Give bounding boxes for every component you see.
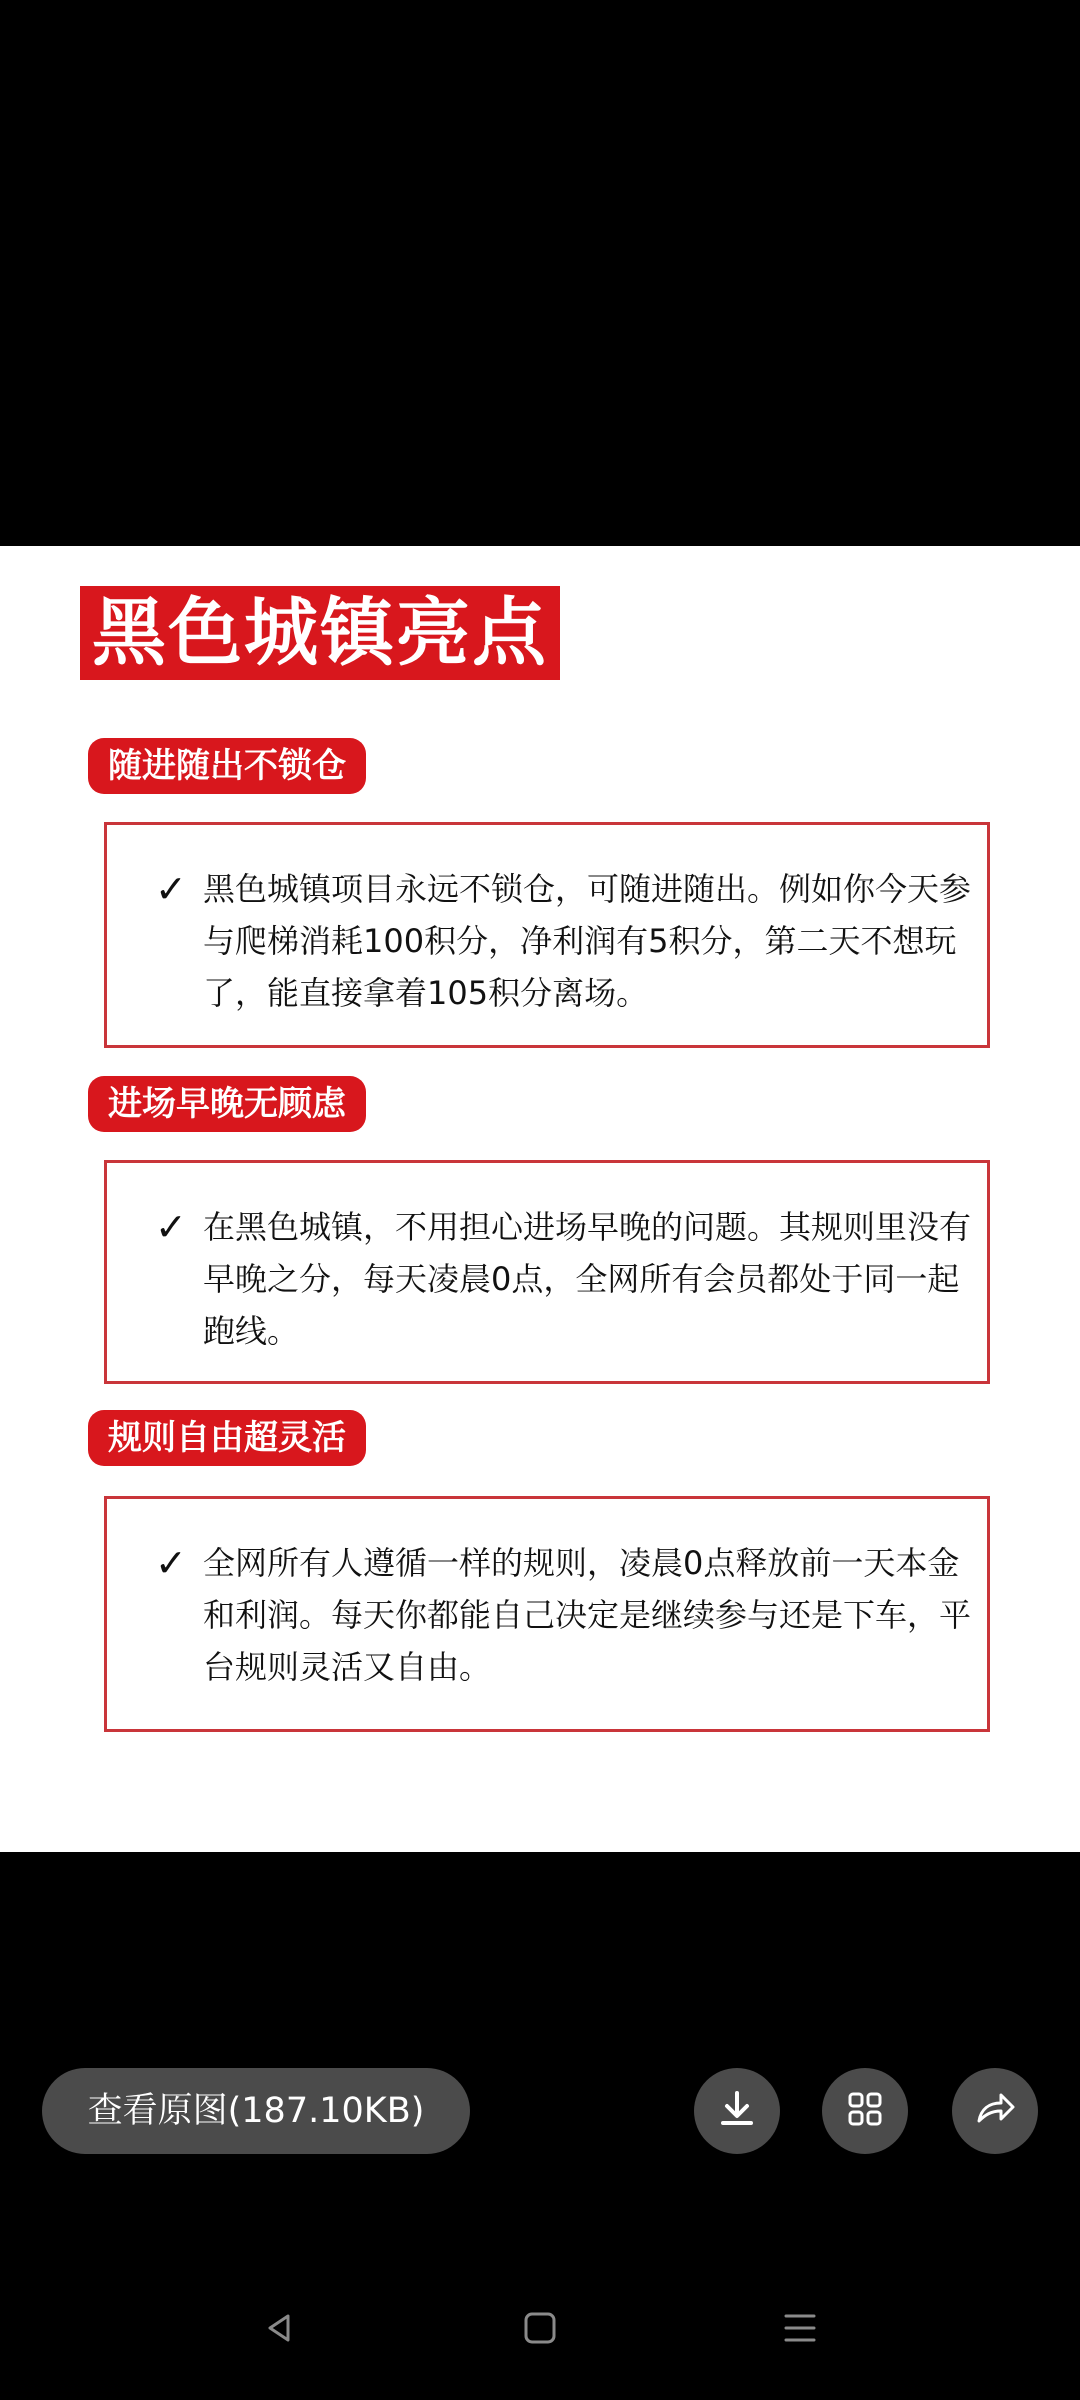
image-viewer-controls — [0, 2060, 1080, 2160]
image-content — [0, 546, 1080, 1852]
section-box-2 — [104, 1160, 990, 1384]
main-title: 黑色城镇亮点 — [80, 586, 560, 680]
share-icon — [971, 2085, 1019, 2137]
section-text-1: 黑色城镇项目永远不锁仓，可随进随出。例如你今天参与爬梯消耗100积分，净利润有5积分，第二天不想玩了，能直接拿着105积分离场。 — [203, 870, 972, 1012]
menu-button[interactable] — [778, 2308, 822, 2352]
share-button[interactable] — [952, 2068, 1038, 2154]
home-button[interactable] — [518, 2308, 562, 2352]
home-icon — [520, 2308, 560, 2352]
menu-icon — [780, 2308, 820, 2352]
grid-button[interactable] — [822, 2068, 908, 2154]
section-box-3 — [104, 1496, 990, 1732]
check-icon: ✓ — [155, 867, 187, 911]
section-text-2: 在黑色城镇，不用担心进场早晚的问题。其规则里没有早晚之分，每天凌晨0点，全网所有会员都处于同一起跑线。 — [203, 1208, 972, 1350]
section-heading-1: 随进随出不锁仓 — [88, 738, 366, 794]
back-icon — [260, 2308, 300, 2352]
system-navigation-bar — [0, 2284, 1080, 2384]
back-button[interactable] — [258, 2308, 302, 2352]
view-original-button[interactable]: 查看原图(187.10KB) — [42, 2068, 470, 2154]
section-box-1 — [104, 822, 990, 1048]
grid-icon — [841, 2085, 889, 2137]
download-icon — [713, 2085, 761, 2137]
download-button[interactable] — [694, 2068, 780, 2154]
section-heading-2: 进场早晚无顾虑 — [88, 1076, 366, 1132]
check-icon: ✓ — [155, 1205, 187, 1249]
section-heading-3: 规则自由超灵活 — [88, 1410, 366, 1466]
section-text-3: 全网所有人遵循一样的规则，凌晨0点释放前一天本金和利润。每天你都能自己决定是继续参与还是下车，平台规则灵活又自由。 — [203, 1544, 972, 1686]
check-icon: ✓ — [155, 1541, 187, 1585]
